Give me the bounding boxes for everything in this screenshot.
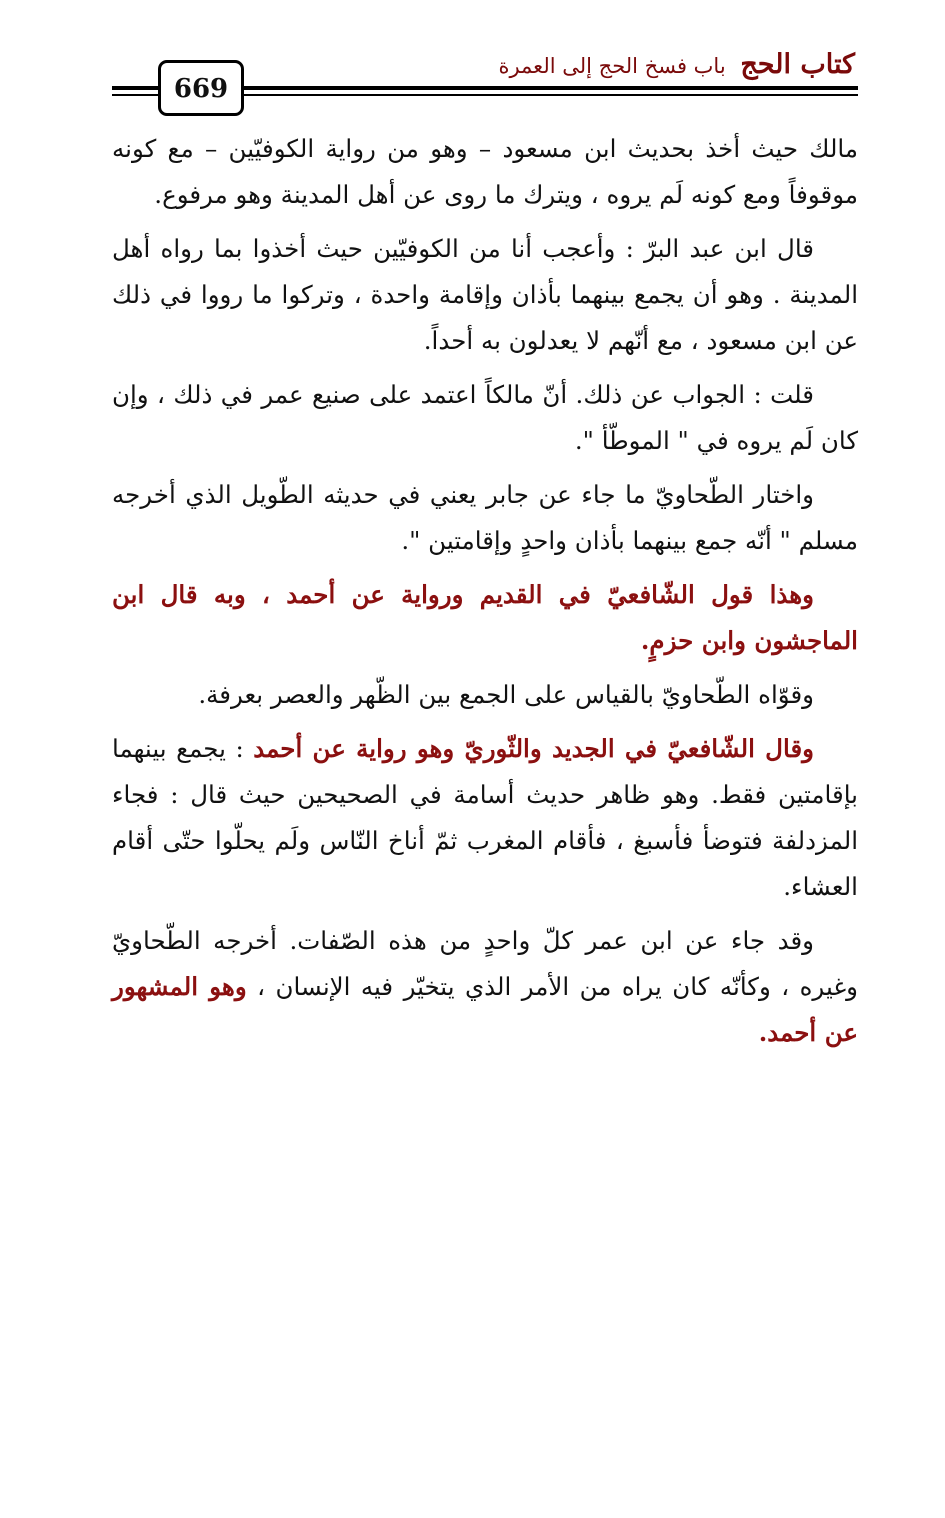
book-title: كتاب الحج [740, 49, 855, 80]
paragraph-5-highlight: وهذا قول الشّافعيّ في القديم ورواية عن أحمد ، وبه قال ابن الماجشون وابن حزمٍ. [112, 580, 858, 655]
paragraph-1: مالك حيث أخذ بحديث ابن مسعود – وهو من رواية الكوفيّين – مع كونه موقوفاً ومع كونه لَم يروه ، ويترك ما روى عن أهل المدينة وهو مرفوع. [112, 134, 858, 209]
page-body [112, 126, 858, 1064]
paragraph-6: وقوّاه الطّحاويّ بالقياس على الجمع بين الظّهر والعصر بعرفة. [198, 680, 814, 709]
paragraph-7-text: : يجمع بينهما بإقامتين فقط. وهو ظاهر حديث أسامة في الصحيحين حيث قال : فجاء المزدلفة فتوضأ فأسبغ ، فأقام المغرب ثمّ أناخ النّاس ولَم يحلّوا حتّى أقام العشاء. [112, 734, 858, 901]
paragraph-2: قال ابن عبد البرّ : وأعجب أنا من الكوفيّين حيث أخذوا بما رواه أهل المدينة . وهو أن يجمع بينهما بأذان وإقامة واحدة ، وتركوا ما رووا في ذلك عن ابن مسعود ، مع أنّهم لا يعدلون به أحداً. [112, 234, 858, 355]
chapter-title: باب فسخ الحج إلى العمرة [498, 54, 726, 78]
running-title [498, 50, 855, 81]
paragraph-7 [112, 726, 858, 910]
paragraph-8-highlight: وهو المشهور عن أحمد. [112, 972, 858, 1047]
paragraph-4: واختار الطّحاويّ ما جاء عن جابر يعني في حديثه الطّويل الذي أخرجه مسلم " أنّه جمع بينهما بأذان واحدٍ وإقامتين ". [112, 480, 858, 555]
page-number: 669 [158, 60, 244, 116]
paragraph-8-text: وقد جاء عن ابن عمر كلّ واحدٍ من هذه الصّفات. أخرجه الطّحاويّ وغيره ، وكأنّه كان يراه من الأمر الذي يتخيّر فيه الإنسان ، [112, 926, 858, 1001]
paragraph-3: قلت : الجواب عن ذلك. أنّ مالكاً اعتمد على صنيع عمر في ذلك ، وإن كان لَم يروه في " الموطّأ ". [112, 380, 858, 455]
paragraph-8 [112, 918, 858, 1056]
page-header [0, 0, 945, 130]
paragraph-7-highlight: وقال الشّافعيّ في الجديد والثّوريّ وهو رواية عن أحمد [253, 734, 814, 763]
